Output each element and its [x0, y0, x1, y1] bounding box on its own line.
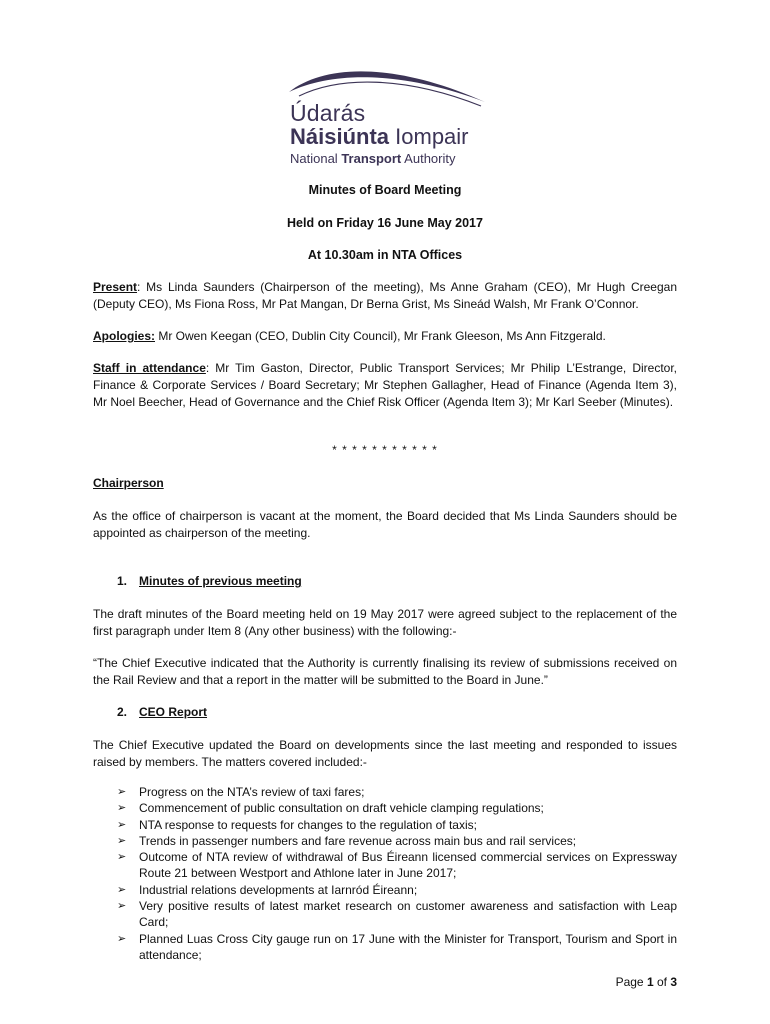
item2-heading: 2. CEO Report — [117, 705, 208, 719]
list-item: ➢ Trends in passenger numbers and fare revenue across main bus and rail services; — [117, 833, 577, 848]
logo-line-english: National Transport Authority — [290, 151, 456, 166]
item1-paragraph: The draft minutes of the Board meeting held on 19 May 2017 were agreed subject to the replacement of the first paragraph under Item 8 (Any other business) with the following:- — [93, 607, 677, 638]
arrow-bullet-icon: ➢ — [117, 834, 127, 847]
nta-logo — [285, 62, 495, 172]
list-item: ➢ Progress on the NTA’s review of taxi fares; — [117, 785, 365, 799]
list-item: ➢ Commencement of public consultation on draft vehicle clamping regulations; — [117, 801, 544, 816]
item2-paragraph: The Chief Executive updated the Board on developments since the last meeting and responded to issues raised by members. The matters covered included:- — [93, 738, 677, 769]
present-paragraph: Present: Ms Linda Saunders (Chairperson of the meeting), Ms Anne Graham (CEO), Mr Hugh Creegan (Deputy CEO), Ms Fiona Ross, Mr Pat Mangan, Dr Berna Grist, Ms Sineád Walsh, Mr Frank O’Connor. — [93, 280, 677, 311]
document-title: Minutes of Board Meeting — [308, 183, 462, 197]
item1-heading: 1. Minutes of previous meeting — [117, 574, 302, 588]
list-item: ➢ Industrial relations developments at Iarnród Éireann; — [117, 882, 418, 897]
section-separator: * * * * * * * * * * * — [332, 443, 438, 457]
list-item: ➢ Outcome of NTA review of withdrawal of Bus Éireann licensed commercial services on Expressway Route 21 between Westport and Athlone later in June 2017; — [117, 850, 677, 881]
list-item: ➢ NTA response to requests for changes to the regulation of taxis; — [117, 817, 477, 832]
list-item: ➢ Planned Luas Cross City gauge run on 17 June with the Minister for Transport, Tourism and Sport in attendance; — [117, 931, 677, 962]
list-item: ➢ Very positive results of latest market research on customer awareness and satisfaction with Leap Card; — [117, 899, 677, 930]
arrow-bullet-icon: ➢ — [117, 802, 127, 815]
apologies-paragraph: Apologies: Mr Owen Keegan (CEO, Dublin City Council), Mr Frank Gleeson, Ms Ann Fitzgerald. — [93, 329, 606, 343]
staff-paragraph: Staff in attendance: Mr Tim Gaston, Director, Public Transport Services; Mr Philip L’Estrange, Director, Finance & Corporate Services / Board Secretary; Mr Stephen Gallagher, Head of Finance (Agenda Item 3), Mr Noel Beecher, Head of Governance and the Chief Risk Officer (Agenda Item 3); Mr Karl Seeber (Minutes). — [93, 361, 678, 409]
chairperson-paragraph: As the office of chairperson is vacant at the moment, the Board decided that Ms Linda Saunders should be appointed as chairperson of the meeting. — [93, 509, 677, 540]
arrow-bullet-icon: ➢ — [117, 932, 127, 945]
item1-quote: “The Chief Executive indicated that the Authority is currently finalising its review of submissions received on the Rail Review and that a report in the matter will be submitted to the Board in June.” — [93, 656, 677, 687]
arrow-bullet-icon: ➢ — [117, 818, 127, 831]
arrow-bullet-icon: ➢ — [117, 851, 127, 864]
logo-line-irish-1: Údarás — [290, 100, 366, 126]
chairperson-heading: Chairperson — [93, 476, 164, 490]
arrow-bullet-icon: ➢ — [117, 786, 127, 798]
logo-line-irish-2: Náisiúnta Iompair — [290, 124, 469, 149]
page-number: Page 1 of 3 — [615, 975, 677, 989]
arrow-bullet-icon: ➢ — [117, 900, 127, 913]
meeting-date: Held on Friday 16 June May 2017 — [287, 216, 483, 230]
meeting-venue: At 10.30am in NTA Offices — [307, 248, 463, 262]
arrow-bullet-icon: ➢ — [117, 883, 127, 896]
ceo-report-list — [117, 784, 677, 963]
